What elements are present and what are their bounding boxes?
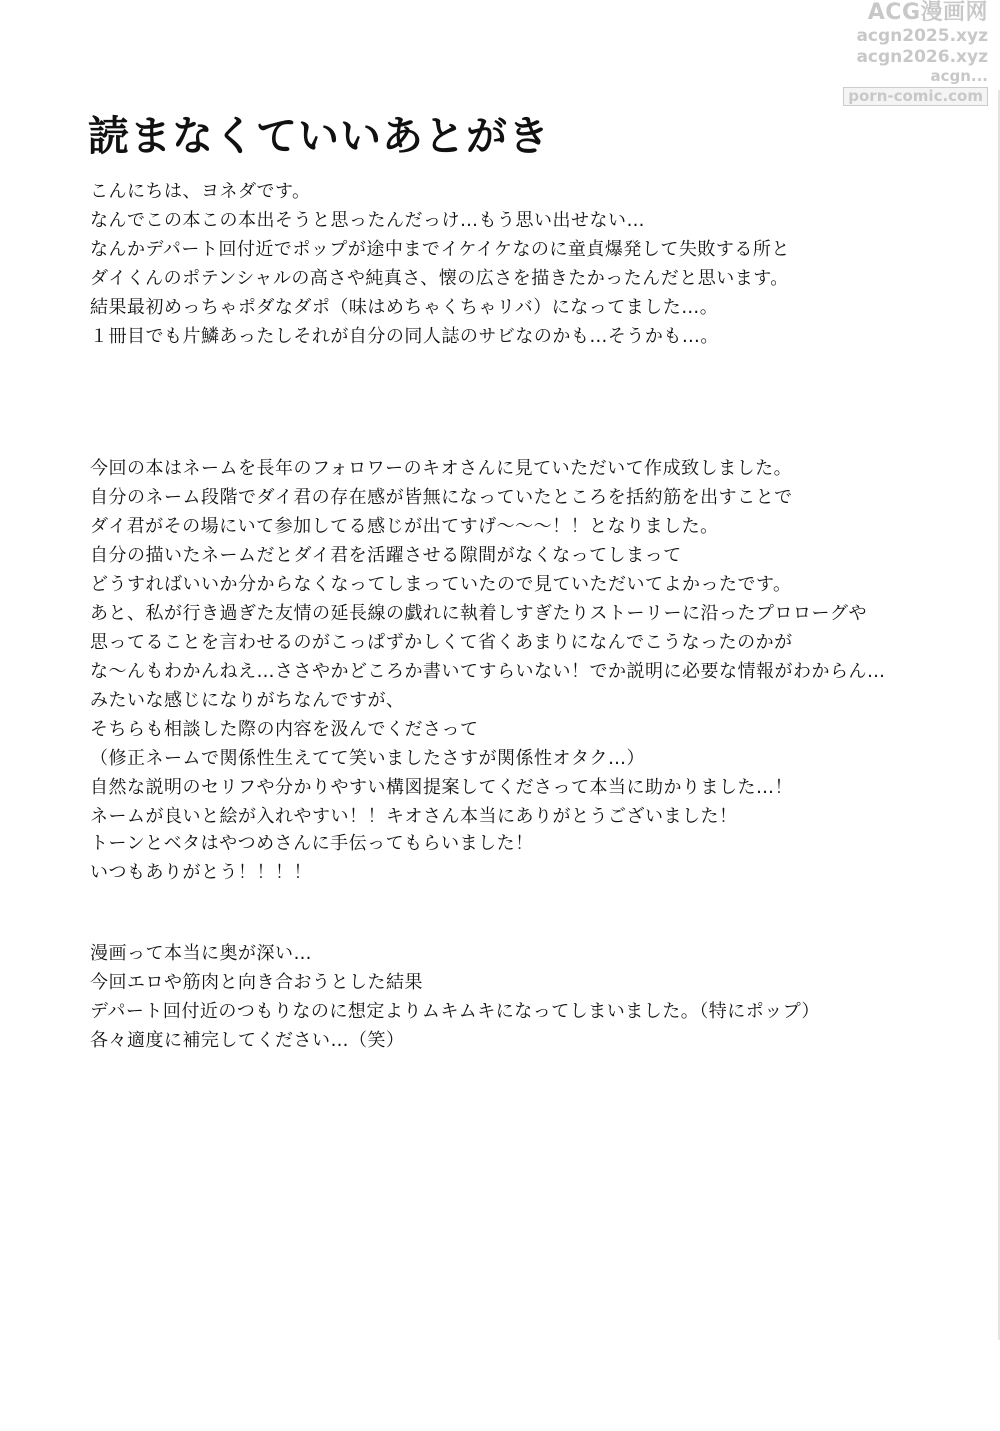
- text-line: なんかデパート回付近でポップが途中までイケイケなのに童貞爆発して失敗する所と: [90, 239, 790, 260]
- page-title: 読まなくていいあとがき: [88, 112, 550, 160]
- text-line: どうすればいいか分からなくなってしまっていたので見ていただいてよかったです。: [90, 574, 792, 595]
- paragraph-closing: [90, 939, 820, 1055]
- text-line: みたいな感じになりがちなんですが、: [90, 690, 405, 711]
- watermark-site-name: ACG漫画网: [867, 0, 988, 25]
- text-line: 結果最初めっちゃポダなダポ（味はめちゃくちゃリバ）になってました…。: [90, 297, 719, 318]
- watermark-domain-1: acgn2025.xyz: [856, 26, 988, 46]
- paragraph-thanks-assistant: [90, 829, 534, 887]
- text-line: あと、私が行き過ぎた友情の延長線の戯れに執着しすぎたりストーリーに沿ったプロローグや: [90, 603, 867, 624]
- text-line: 今回エロや筋肉と向き合おうとした結果: [90, 972, 423, 993]
- text-line: ダイ君がその場にいて参加してる感じが出てすげ～～～！！となりました。: [90, 516, 719, 537]
- text-line: 今回の本はネームを長年のフォロワーのキオさんに見ていただいて作成致しました。: [90, 458, 793, 479]
- text-line: ネームが良いと絵が入れやすい！！キオさん本当にありがとうございました！: [90, 806, 738, 827]
- watermark: [838, 0, 988, 106]
- text-line: 自然な説明のセリフや分かりやすい構図提案してくださって本当に助かりました…！: [90, 777, 793, 798]
- text-line: デパート回付近のつもりなのに想定よりムキムキになってしまいました。（特にポップ）: [90, 1001, 820, 1022]
- text-line: （修正ネームで関係性生えてて笑いましたさすが関係性オタク…）: [90, 748, 645, 769]
- text-line: 思ってることを言わせるのがこっぱずかしくて省くあまりになんでこうなったのかが: [90, 632, 793, 653]
- text-line: １冊目でも片鱗あったしそれが自分の同人誌のサビなのかも…そうかも…。: [90, 326, 719, 347]
- watermark-domain-4: porn-comic.com: [843, 87, 988, 106]
- text-line: そちらも相談した際の内容を汲んでくださって: [90, 719, 479, 740]
- text-line: トーンとベタはやつめさんに手伝ってもらいました！: [90, 833, 534, 854]
- text-line: な～んもわかんねえ…ささやかどころか書いてすらいない！でか説明に必要な情報がわからん…: [90, 661, 886, 682]
- text-line: 自分の描いたネームだとダイ君を活躍させる隙間がなくなってしまって: [90, 545, 682, 566]
- text-line: いつもありがとう！！！！: [90, 862, 312, 883]
- watermark-domain-2: acgn2026.xyz: [856, 47, 988, 67]
- text-line: なんでこの本この本出そうと思ったんだっけ…もう思い出せない…: [90, 210, 645, 231]
- paragraph-name-review: [90, 454, 886, 831]
- text-line: 自分のネーム段階でダイ君の存在感が皆無になっていたところを括約筋を出すことで: [90, 487, 793, 508]
- watermark-domain-3: acgn...: [930, 67, 988, 85]
- text-line: ダイくんのポテンシャルの高さや純真さ、懐の広さを描きたかったんだと思います。: [90, 268, 789, 289]
- text-line: こんにちは、ヨネダです。: [90, 181, 311, 202]
- text-line: 各々適度に補完してください…（笑）: [90, 1030, 405, 1051]
- paragraph-greeting: [90, 177, 790, 351]
- text-line: 漫画って本当に奥が深い…: [90, 943, 312, 964]
